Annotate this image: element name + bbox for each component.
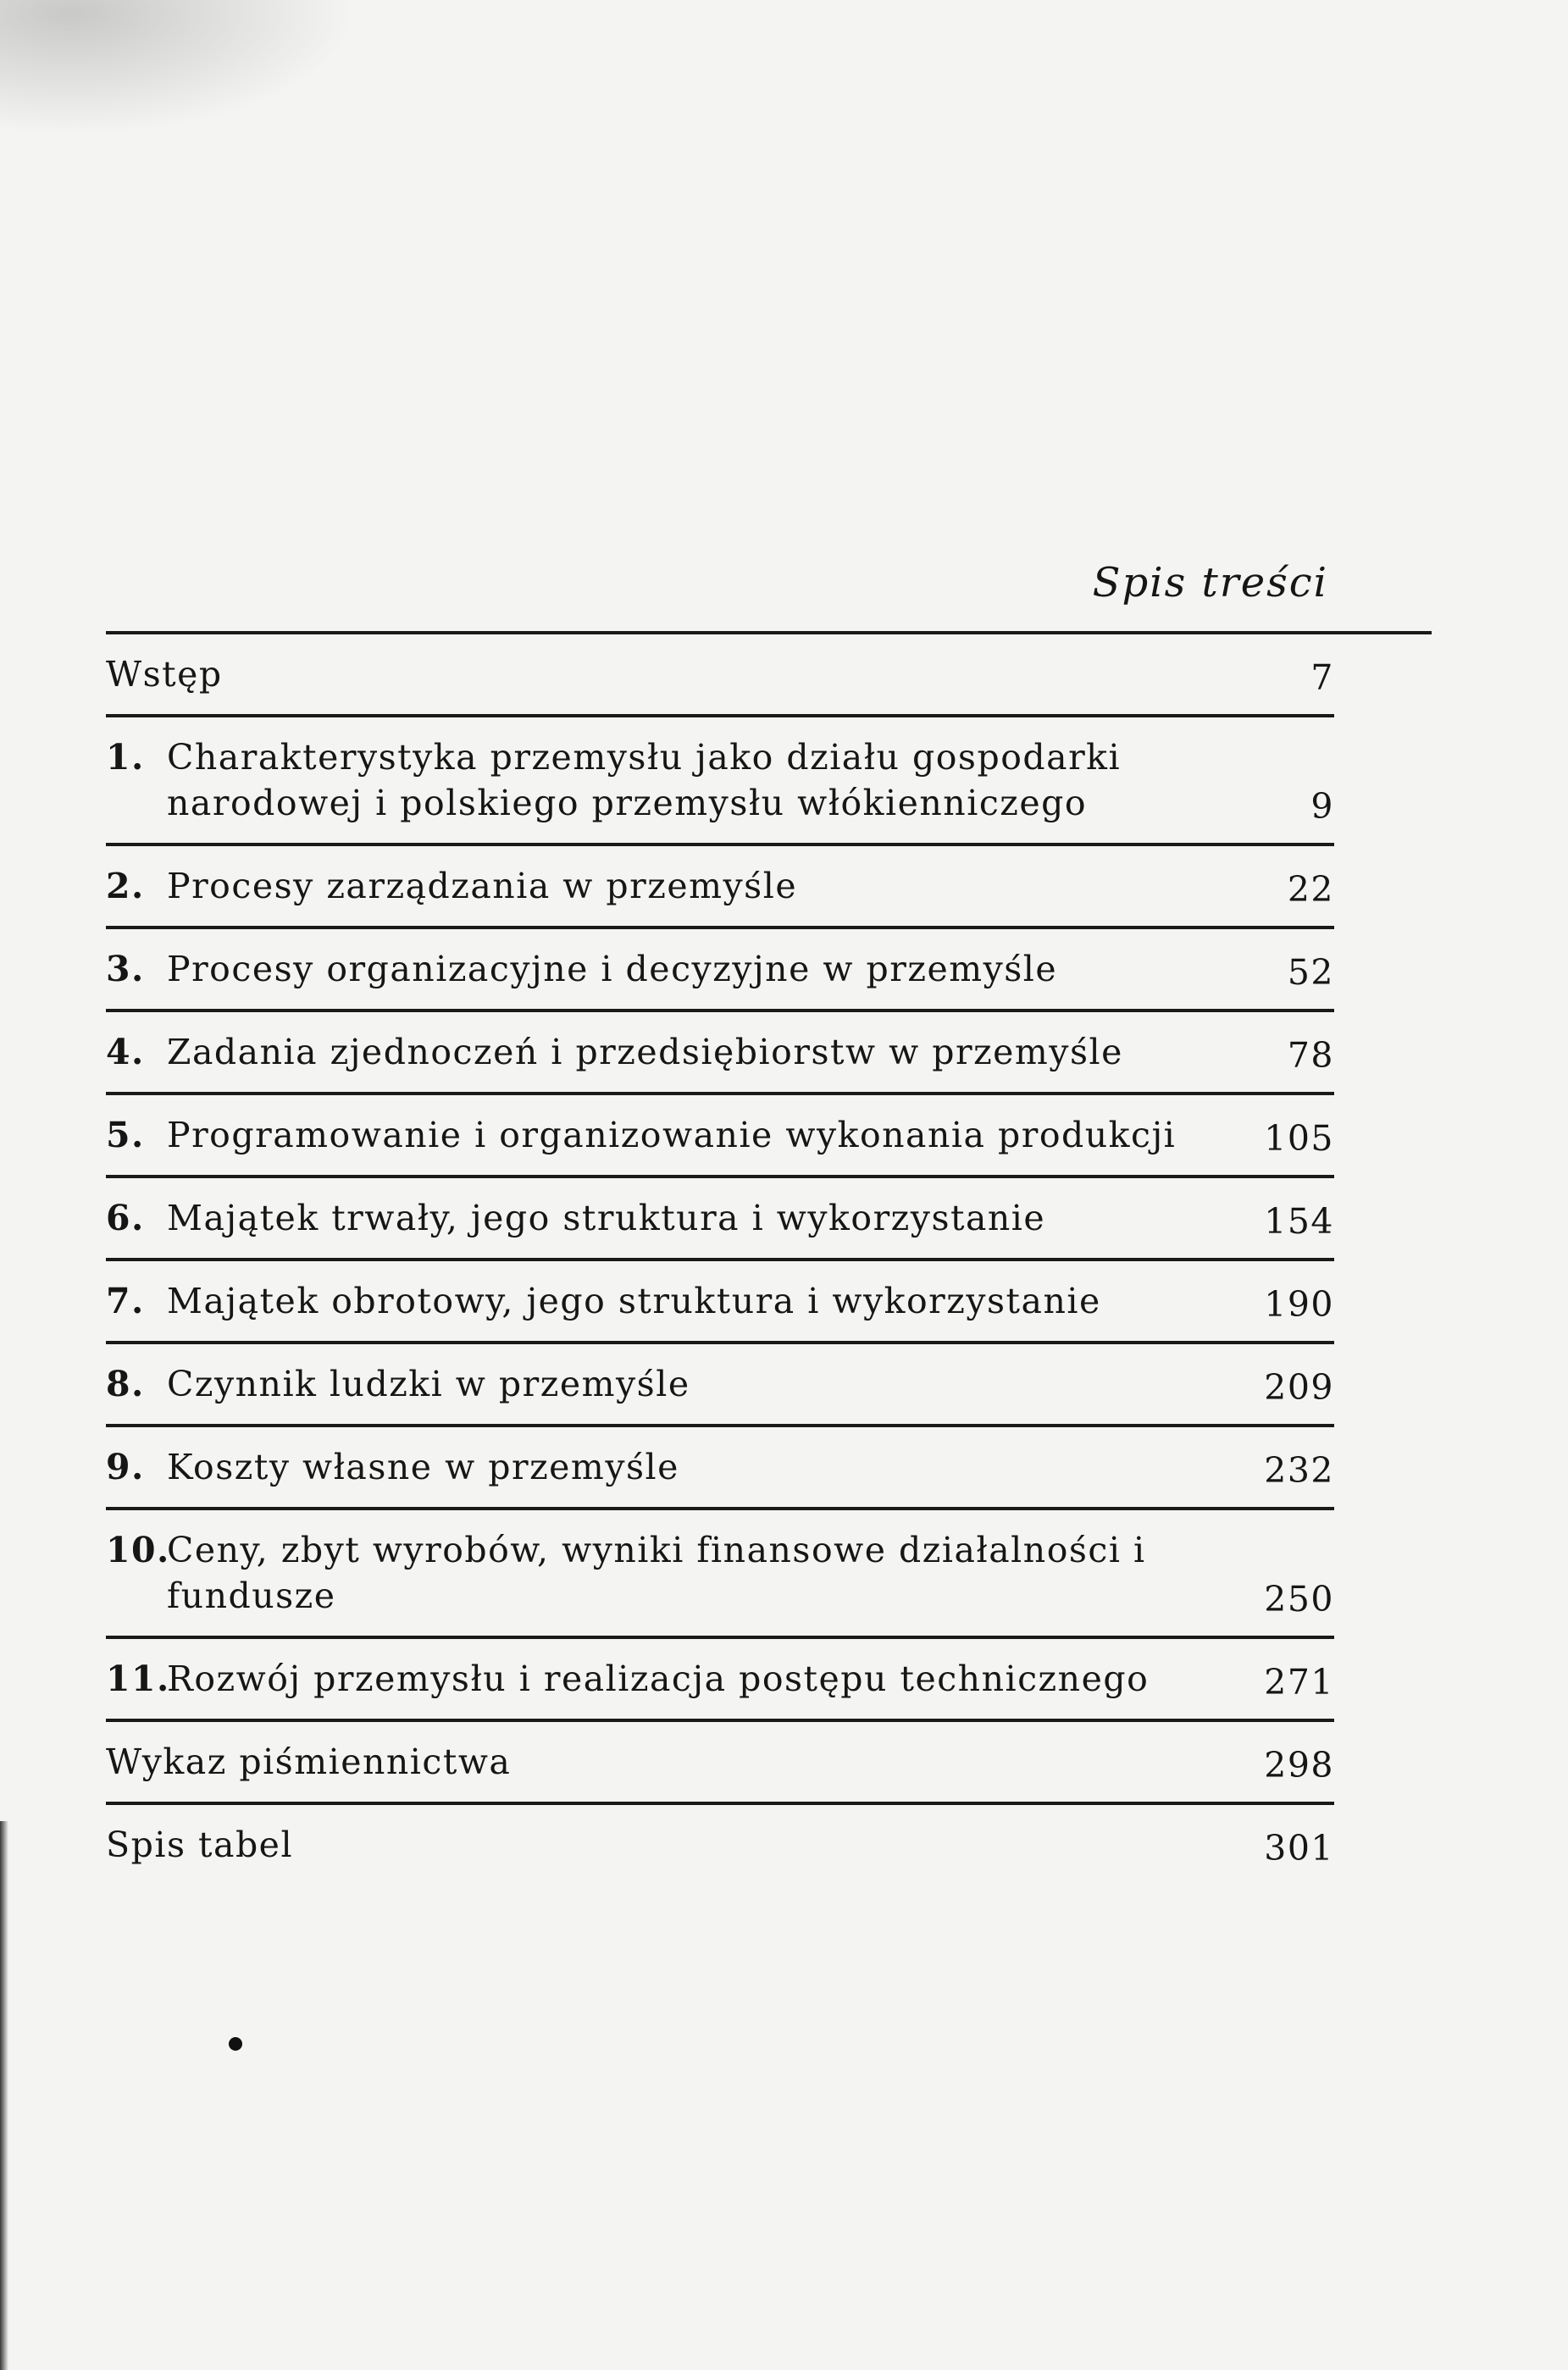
entry-number: 8.	[106, 1364, 145, 1404]
entry-title: Wykaz piśmiennictwa	[106, 1742, 512, 1782]
entry-title: Procesy zarządzania w przemyśle	[167, 866, 798, 906]
entry-number: 2.	[106, 866, 145, 906]
toc-entry-intro	[106, 634, 1334, 717]
toc-entry-3	[106, 929, 1334, 1012]
entry-page: 105	[1264, 1118, 1334, 1159]
entry-page: 7	[1310, 657, 1334, 698]
entry-title: Rozwój przemysłu i realizacja postępu technicznego	[167, 1658, 1150, 1699]
toc-entry-6	[106, 1178, 1334, 1261]
entry-page: 298	[1264, 1745, 1334, 1786]
entry-number: 1.	[106, 737, 145, 778]
scan-edge-shadow	[0, 1821, 8, 2370]
entry-number: 4.	[106, 1032, 145, 1072]
entry-page: 52	[1287, 952, 1334, 993]
scan-shading	[0, 0, 356, 136]
entry-number: 10.	[106, 1530, 170, 1570]
entry-title: Charakterystyka przemysłu jako działu gospodarki narodowej i polskiego przemysłu włókienniczego	[167, 737, 1122, 823]
entry-title: Koszty własne w przemyśle	[167, 1447, 679, 1487]
entry-number: 5.	[106, 1115, 145, 1155]
toc-entry-5	[106, 1095, 1334, 1178]
entry-page: 271	[1264, 1662, 1334, 1703]
toc-entry-bibliography	[106, 1722, 1334, 1805]
entry-title: Majątek obrotowy, jego struktura i wykorzystanie	[167, 1281, 1101, 1321]
entry-title: Procesy organizacyjne i decyzyjne w przemyśle	[167, 949, 1058, 989]
entry-page: 232	[1264, 1450, 1334, 1491]
toc-entry-7	[106, 1261, 1334, 1344]
entry-number: 6.	[106, 1198, 145, 1238]
entry-page: 250	[1264, 1579, 1334, 1620]
entry-title: Czynnik ludzki w przemyśle	[167, 1364, 690, 1404]
entry-page: 78	[1287, 1035, 1334, 1076]
toc-entry-9	[106, 1427, 1334, 1510]
toc-entry-11	[106, 1639, 1334, 1722]
entry-title: Ceny, zbyt wyrobów, wyniki finansowe działalności i fundusze	[167, 1530, 1146, 1616]
toc-entry-8	[106, 1344, 1334, 1427]
entry-title: Spis tabel	[106, 1825, 294, 1865]
entry-title: Programowanie i organizowanie wykonania produkcji	[167, 1115, 1177, 1155]
entry-title: Wstęp	[106, 654, 223, 695]
entry-number: 7.	[106, 1281, 145, 1321]
toc-entry-2	[106, 846, 1334, 929]
toc-entry-1	[106, 717, 1334, 846]
ink-speck	[229, 2037, 242, 2051]
entry-number: 9.	[106, 1447, 145, 1487]
entry-page: 190	[1264, 1284, 1334, 1325]
entry-page: 154	[1264, 1201, 1334, 1242]
toc-entry-4	[106, 1012, 1334, 1095]
entry-number: 11.	[106, 1658, 170, 1699]
toc-heading: Spis treści	[1092, 559, 1328, 606]
entry-page: 301	[1264, 1828, 1334, 1869]
entry-number: 3.	[106, 949, 145, 989]
toc-entry-tables	[106, 1805, 1334, 1885]
entry-title: Majątek trwały, jego struktura i wykorzystanie	[167, 1198, 1046, 1238]
entry-page: 22	[1287, 869, 1334, 910]
entry-title: Zadania zjednoczeń i przedsiębiorstw w przemyśle	[167, 1032, 1123, 1072]
entry-page: 9	[1310, 786, 1334, 827]
table-of-contents	[106, 631, 1334, 1885]
entry-page: 209	[1264, 1367, 1334, 1408]
toc-entry-10	[106, 1510, 1334, 1639]
